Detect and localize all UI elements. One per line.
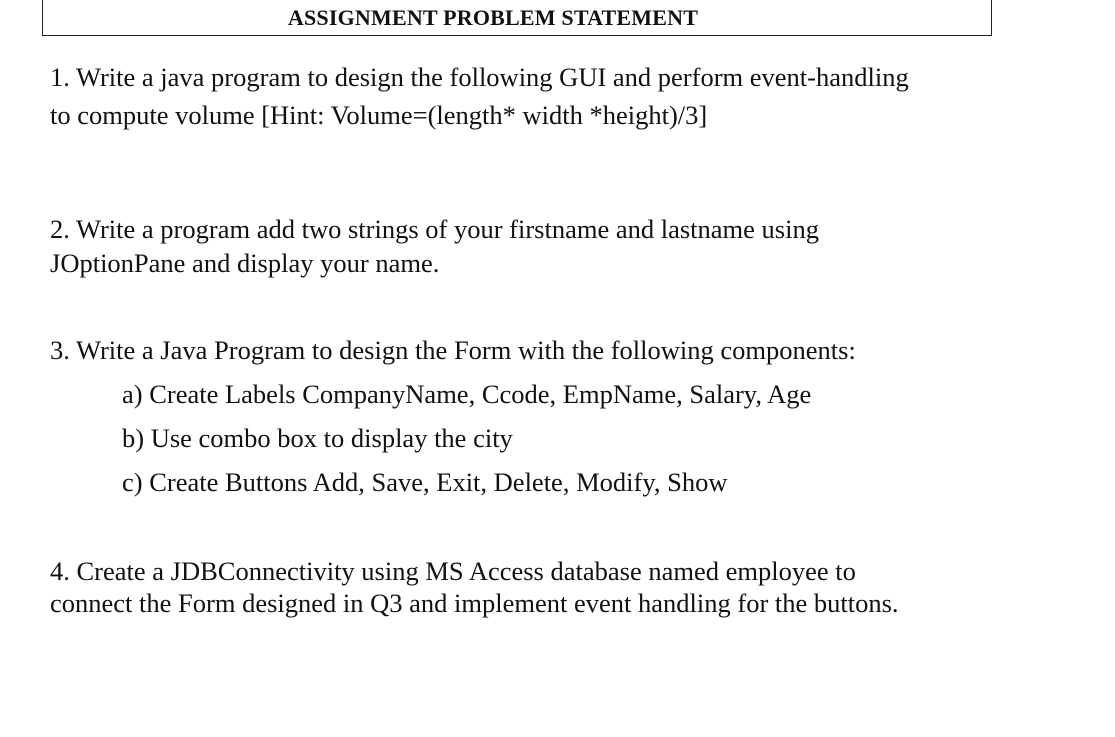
page-title: ASSIGNMENT PROBLEM STATEMENT [287,4,699,30]
question-3-subitem-c: c) Create Buttons Add, Save, Exit, Delete, Modify, Show [122,467,728,497]
question-3-line-1: 3. Write a Java Program to design the Form with the following components: [50,335,856,365]
title-box [42,0,992,36]
question-1-line-2: to compute volume [Hint: Volume=(length* width *height)/3] [50,100,708,130]
question-1-line-1: 1. Write a java program to design the following GUI and perform event-handling [50,62,909,92]
question-2-line-1: 2. Write a program add two strings of your firstname and lastname using [50,214,819,244]
question-3-subitem-b: b) Use combo box to display the city [122,423,513,453]
question-4-line-2: connect the Form designed in Q3 and implement event handling for the buttons. [50,588,899,618]
question-3-subitem-a: a) Create Labels CompanyName, Ccode, EmpName, Salary, Age [122,379,812,409]
question-2-line-2: JOptionPane and display your name. [50,248,440,278]
question-4-line-1: 4. Create a JDBConnectivity using MS Access database named employee to [50,556,856,586]
